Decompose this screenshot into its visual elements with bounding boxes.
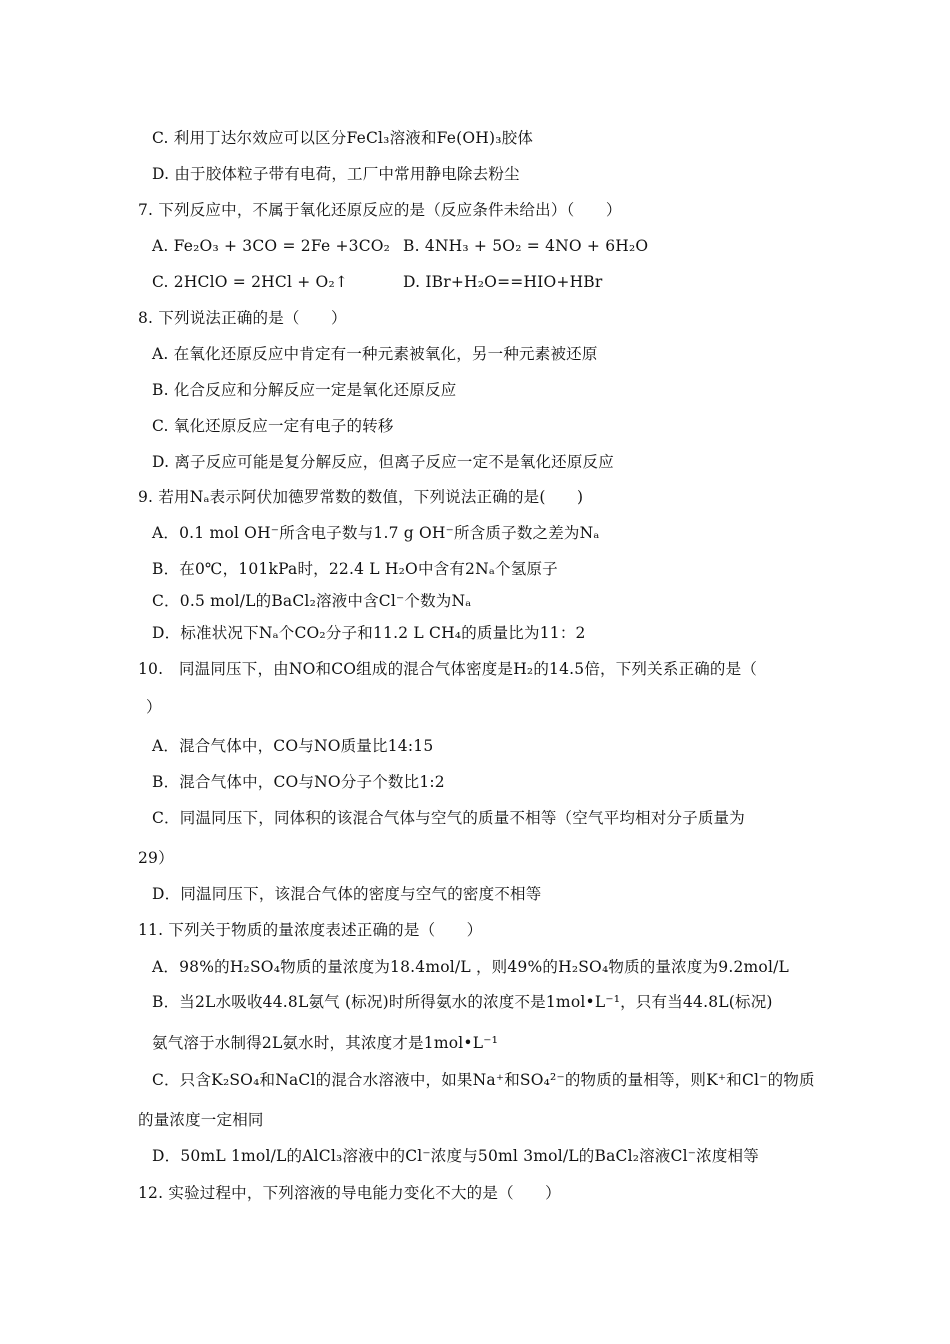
q11-option-c: C．只含K₂SO₄和NaCl的混合水溶液中，如果Na⁺和SO₄²⁻的物质的量相等，则K⁺和Cl⁻的物质 [152,1071,815,1089]
q8-option-a: A. 在氧化还原反应中肯定有一种元素被氧化，另一种元素被还原 [152,345,598,363]
q10-option-d: D．同温同压下，该混合气体的密度与空气的密度不相等 [152,885,542,903]
q10-option-b: B．混合气体中，CO与NO分子个数比1:2 [152,773,445,791]
q7-option-b: B. 4NH₃ + 5O₂ = 4NO + 6H₂O [403,237,649,255]
q10-option-a: A．混合气体中，CO与NO质量比14:15 [152,737,434,755]
q9-option-c: C．0.5 mol/L的BaCl₂溶液中含Cl⁻个数为Nₐ [152,592,472,610]
q9-option-d: D．标准状况下Nₐ个CO₂分子和11.2 L CH₄的质量比为11：2 [152,624,586,642]
q11-option-b: B．当2L水吸收44.8L氨气 (标况)时所得氨水的浓度不是1mol•L⁻¹，只有当44.8L(标况) [152,993,773,1011]
q11-option-b-continuation: 氨气溶于水制得2L氨水时，其浓度才是1mol•L⁻¹ [152,1034,499,1052]
q8-option-d: D. 离子反应可能是复分解反应，但离子反应一定不是氧化还原反应 [152,453,614,471]
q10-stem: 10. 同温同压下，由NO和CO组成的混合气体密度是H₂的14.5倍，下列关系正确的是（ [138,660,758,678]
q9-option-b: B．在0℃，101kPa时，22.4 L H₂O中含有2Nₐ个氢原子 [152,560,558,578]
q9-stem: 9. 若用Nₐ表示阿伏加德罗常数的数值，下列说法正确的是( ) [138,488,584,506]
q8-option-c: C. 氧化还原反应一定有电子的转移 [152,417,394,435]
q12-stem: 12. 实验过程中，下列溶液的导电能力变化不大的是（ ） [138,1184,561,1202]
q11-option-c-continuation: 的量浓度一定相同 [138,1111,264,1129]
q7-option-c: C. 2HClO = 2HCl + O₂↑ [152,273,349,291]
q6-option-c: C. 利用丁达尔效应可以区分FeCl₃溶液和Fe(OH)₃胶体 [152,129,534,147]
q7-option-a: A. Fe₂O₃ + 3CO = 2Fe +3CO₂ [152,237,391,255]
q11-option-d: D．50mL 1mol/L的AlCl₃溶液中的Cl⁻浓度与50ml 3mol/L的BaCl₂溶液Cl⁻浓度相等 [152,1147,759,1165]
q11-option-a: A．98%的H₂SO₄物质的量浓度为18.4mol/L ，则49%的H₂SO₄物质的量浓度为9.2mol/L [152,958,790,976]
q10-option-c-continuation: 29） [138,849,174,867]
q7-option-d: D. IBr+H₂O==HIO+HBr [403,273,603,291]
q7-stem: 7. 下列反应中，不属于氧化还原反应的是（反应条件未给出）（ ） [138,201,622,219]
q6-option-d: D. 由于胶体粒子带有电荷，工厂中常用静电除去粉尘 [152,165,520,183]
q9-option-a: A．0.1 mol OH⁻所含电子数与1.7 g OH⁻所含质子数之差为Nₐ [152,524,600,542]
q8-option-b: B. 化合反应和分解反应一定是氧化还原反应 [152,381,457,399]
q10-option-c: C．同温同压下，同体积的该混合气体与空气的质量不相等（空气平均相对分子质量为 [152,809,745,827]
q11-stem: 11. 下列关于物质的量浓度表述正确的是（ ） [138,921,483,939]
q10-stem-continuation: ） [146,698,162,716]
q8-stem: 8. 下列说法正确的是（ ） [138,309,347,327]
